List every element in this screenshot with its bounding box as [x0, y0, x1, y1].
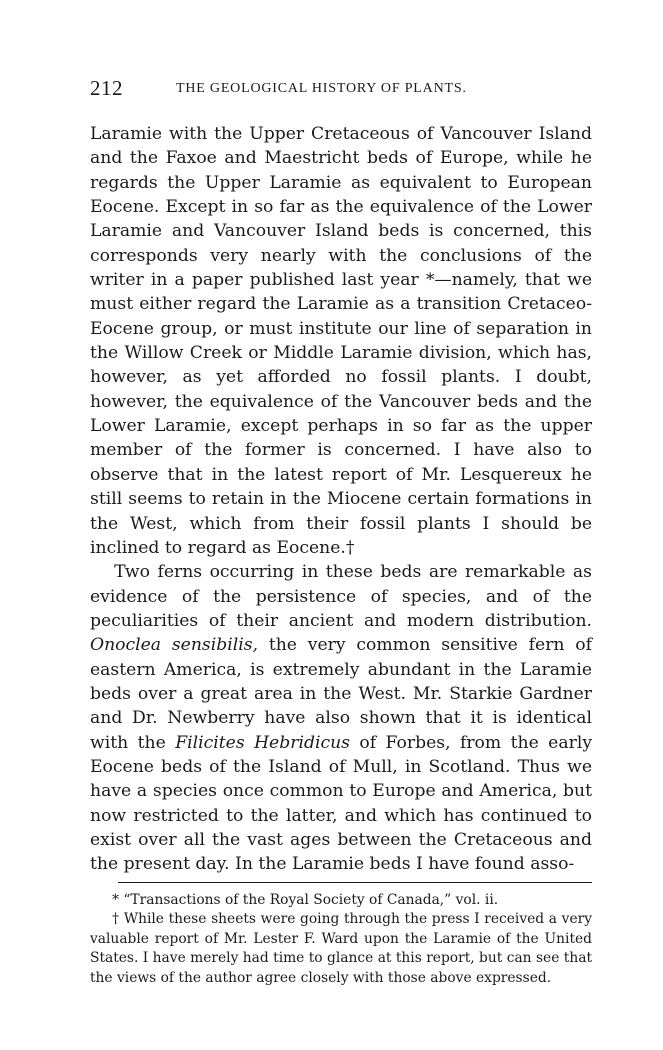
- footnotes: [90, 891, 592, 989]
- book-page: [90, 76, 592, 988]
- footnote-rule: [118, 882, 592, 883]
- species-name-onoclea: Onoclea sensibilis,: [90, 635, 259, 656]
- footnote-1: * “Transactions of the Royal Society of Canada,” vol. ii.: [112, 891, 499, 908]
- species-name-filicites: Filicites Hebridicus: [175, 732, 350, 753]
- footnote-2: † While these sheets were going through the press I received a very valuable report of Mr. Lester F. Ward upon the Laramie of the United States. I have merely had time to glance at this report, but can see that the views of the author agree closely with those above expressed.: [90, 911, 592, 986]
- running-title: THE GEOLOGICAL HISTORY OF PLANTS.: [176, 81, 467, 96]
- running-head: [90, 76, 592, 102]
- paragraph-2: [90, 560, 592, 876]
- paragraph-2-part-2: the very common sensitive fern of eastern America, is extremely abundant in the Laramie beds over a great area in the West. Mr. Starkie Gardner and Dr. Newberry have also shown that it is identical with the: [90, 635, 592, 753]
- page-number: 212: [90, 76, 123, 100]
- paragraph-2-part-1: Two ferns occurring in these beds are remarkable as evidence of the persistence of species, and of the peculiarities of their ancient and modern distribution.: [90, 562, 592, 631]
- body-text: [90, 122, 592, 877]
- paragraph-2-part-3: of Forbes, from the early Eocene beds of the Island of Mull, in Scotland. Thus we have a species once common to Europe and America, but now restricted to the latter, and which has continued to exist over all the vast ages between the Cretaceous and the present day. In the Laramie beds I have found asso-: [90, 732, 593, 875]
- paragraph-1: Laramie with the Upper Cretaceous of Vancouver Island and the Faxoe and Maestricht beds of Europe, while he regards the Upper Laramie as equivalent to European Eocene. Except in so far as the equivalence of the Lower Laramie and Vancouver Island beds is concerned, this corresponds very nearly with the conclusions of the writer in a paper published last year *—namely, that we must either regard the Laramie as a transition Cretaceo-Eocene group, or must institute our line of separation in the Willow Creek or Middle Laramie division, which has, however, as yet afforded no fossil plants. I doubt, however, the equivalence of the Vancouver beds and the Lower Laramie, except perhaps in so far as the upper member of the former is concerned. I have also to observe that in the latest report of Mr. Lesquereux he still seems to retain in the Miocene certain formations in the West, which from their fossil plants I should be inclined to regard as Eocene.†: [90, 124, 592, 558]
